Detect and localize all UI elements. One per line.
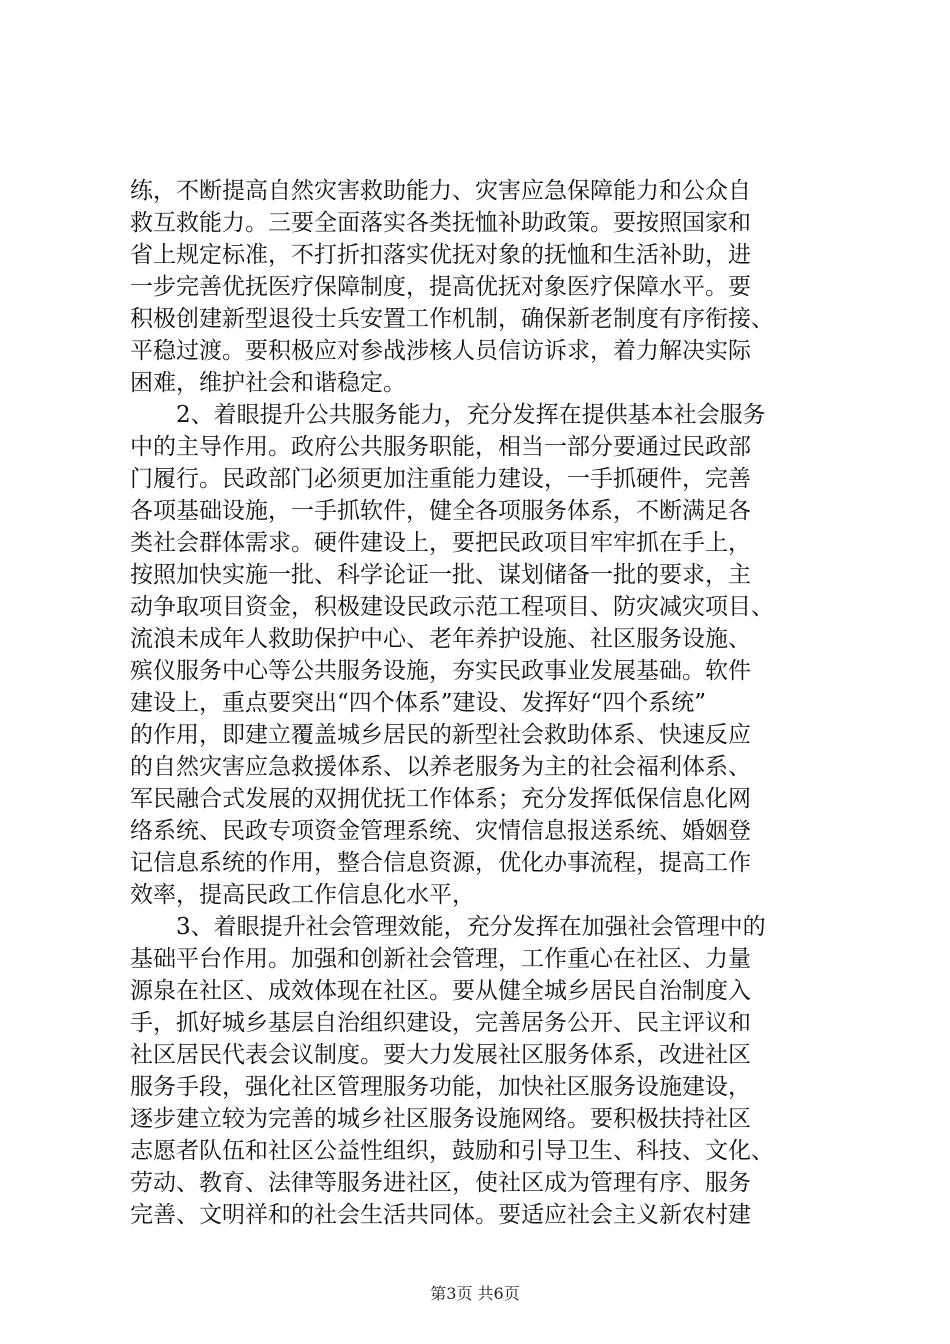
text-line: 完善、文明祥和的社会生活共同体。要适应社会主义新农村建 bbox=[130, 1202, 751, 1228]
text-line: 各项基础设施，一手抓软件，健全各项服务体系，不断满足各 bbox=[130, 498, 751, 524]
text-line: 中的主导作用。政府公共服务职能，相当一部分要通过民政部 bbox=[130, 434, 751, 460]
text-line: 社区居民代表会议制度。要大力发展社区服务体系，改进社区 bbox=[130, 1042, 751, 1068]
text-line: 络系统、民政专项资金管理系统、灾情信息报送系统、婚姻登 bbox=[130, 818, 751, 844]
text-line: 3、着眼提升社会管理效能，充分发挥在加强社会管理中的 bbox=[130, 914, 766, 940]
text-line: 省上规定标准，不打折扣落实优抚对象的抚恤和生活补助，进 bbox=[130, 242, 751, 268]
text-line: 流浪未成年人救助保护中心、老年养护设施、社区服务设施、 bbox=[130, 626, 751, 652]
text-line: 源泉在社区、成效体现在社区。要从健全城乡居民自治制度入 bbox=[130, 978, 751, 1004]
text-line: 困难，维护社会和谐稳定。 bbox=[130, 370, 406, 396]
text-line: 建设上，重点要突出“四个体系”建设、发挥好“四个系统” bbox=[130, 690, 707, 716]
text-line: 逐步建立较为完善的城乡社区服务设施网络。要积极扶持社区 bbox=[130, 1106, 751, 1132]
text-line: 效率，提高民政工作信息化水平， bbox=[130, 882, 475, 908]
text-line: 军民融合式发展的双拥优抚工作体系；充分发挥低保信息化网 bbox=[130, 786, 751, 812]
text-line: 救互救能力。三要全面落实各类抚恤补助政策。要按照国家和 bbox=[130, 210, 751, 236]
text-line: 基础平台作用。加强和创新社会管理，工作重心在社区、力量 bbox=[130, 946, 751, 972]
text-line: 平稳过渡。要积极应对参战涉核人员信访诉求，着力解决实际 bbox=[130, 338, 751, 364]
text-line: 的自然灾害应急救援体系、以养老服务为主的社会福利体系、 bbox=[130, 754, 751, 780]
text-line: 动争取项目资金，积极建设民政示范工程项目、防灾减灾项目、 bbox=[130, 594, 774, 620]
text-line: 类社会群体需求。硬件建设上，要把民政项目牢牢抓在手上， bbox=[130, 530, 751, 556]
text-line: 记信息系统的作用，整合信息资源，优化办事流程，提高工作 bbox=[130, 850, 751, 876]
text-line: 的作用，即建立覆盖城乡居民的新型社会救助体系、快速反应 bbox=[130, 722, 751, 748]
text-line: 志愿者队伍和社区公益性组织，鼓励和引导卫生、科技、文化、 bbox=[130, 1138, 774, 1164]
page-footer: 第3页 共6页 bbox=[430, 1284, 520, 1303]
body-text bbox=[130, 175, 830, 1231]
text-line: 门履行。民政部门必须更加注重能力建设，一手抓硬件，完善 bbox=[130, 466, 751, 492]
text-line: 2、着眼提升公共服务能力，充分发挥在提供基本社会服务 bbox=[130, 402, 766, 428]
text-line: 手，抓好城乡基层自治组织建设，完善居务公开、民主评议和 bbox=[130, 1010, 751, 1036]
text-line: 练，不断提高自然灾害救助能力、灾害应急保障能力和公众自 bbox=[130, 178, 751, 204]
text-line: 劳动、教育、法律等服务进社区，使社区成为管理有序、服务 bbox=[130, 1170, 751, 1196]
text-line: 服务手段，强化社区管理服务功能，加快社区服务设施建设， bbox=[130, 1074, 751, 1100]
text-line: 殡仪服务中心等公共服务设施，夯实民政事业发展基础。软件 bbox=[130, 658, 751, 684]
text-line: 积极创建新型退役士兵安置工作机制，确保新老制度有序衔接、 bbox=[130, 306, 774, 332]
text-line: 按照加快实施一批、科学论证一批、谋划储备一批的要求，主 bbox=[130, 562, 751, 588]
text-line: 一步完善优抚医疗保障制度，提高优抚对象医疗保障水平。要 bbox=[130, 274, 751, 300]
